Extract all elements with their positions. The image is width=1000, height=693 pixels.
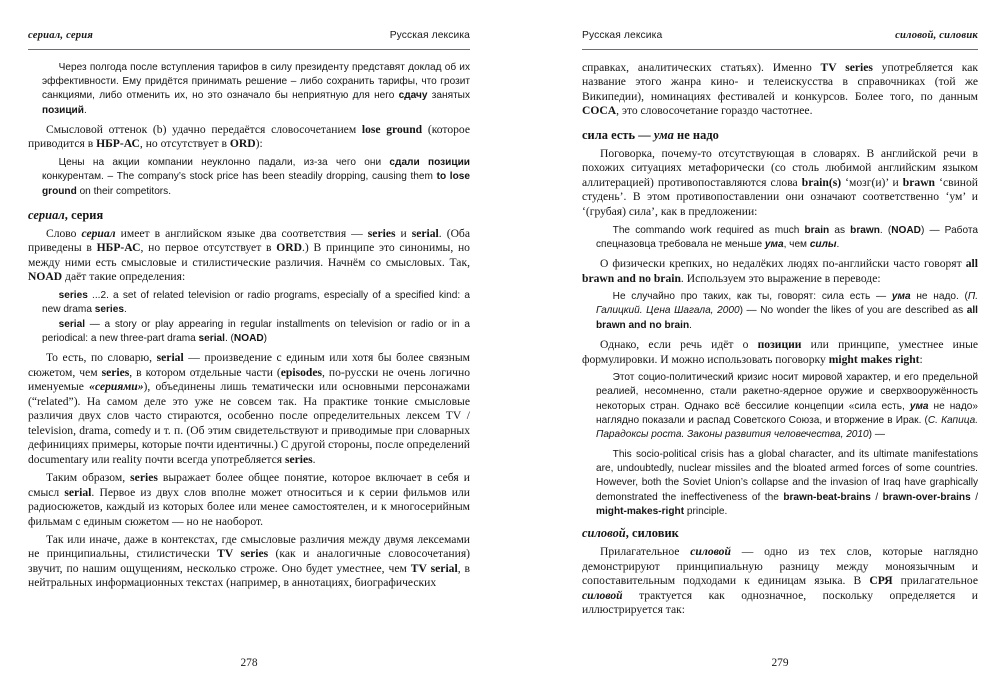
example-block xyxy=(582,290,978,333)
paragraph-text: Так или иначе, даже в контекстах, где смысловые различия между двумя лексемами не принципиальны, стилистически TV series (как и аналогичные словосочетания) звучит, по нашим ощущениям, несколько строже. Оно будет уместнее, чем TV serial, в нейтральных информационных текстах (например, в аннотациях, биографических xyxy=(28,532,471,590)
example-text: The commando work required as much brain as brawn. (NOAD) — Работа спецназовца требовала не меньше ума, чем силы. xyxy=(596,224,978,250)
body-paragraph xyxy=(28,227,470,285)
body-paragraph xyxy=(582,147,978,220)
paragraph-text: справках, аналитических статьях). Именно TV series употребляется как название этого жанра кино- и телеискусства в справочниках (той же Википедии), номинациях фестивалей и конкурсов. Более того, по данным COCA, это словосочетание гораздо частотнее. xyxy=(582,60,979,118)
page-right xyxy=(500,0,1000,693)
body-paragraph xyxy=(28,533,470,591)
body-paragraph xyxy=(28,351,470,467)
dictionary-entry xyxy=(28,289,470,318)
paragraph-text: Поговорка, почему-то отсутствующая в словарях. В английской речи в похожих ситуациях метафорически (со столь любимой английским языком аллитерацией) противопоставляются слова brain(s) ‘мозг(и)’ и brawn ‘свиной студень’. В этом противопоставлении они означают соответственно ‘ум’ и ‘(грубая) сила’, как в предложении: xyxy=(582,146,978,218)
running-head-left xyxy=(28,30,470,49)
example-block xyxy=(28,61,470,118)
paragraph-text: Прилагательное силовой — одно из тех слов, которые наглядно демонстрируют принципиальную разницу между моноязычным и сопоставительным подходами к единицам языка. В СРЯ прилагательное силовой трактуется как однозначное, поскольку определяется и иллюстрируется так: xyxy=(582,545,978,617)
running-head-section: Русская лексика xyxy=(582,30,663,41)
paragraph-text: Смысловой оттенок (b) удачно передаётся словосочетанием lose ground (которое приводится в НБР-АС, но отсутствует в ORD): xyxy=(28,122,470,151)
paragraph-text: Таким образом, series выражает более общее понятие, которое включает в себя и смысл serial. Первое из двух слов вполне может относиться и к серии фильмов или радиосюжетов, каждый из которых более или менее самостоятелен, и к многосерийным фильмам с единым сюжетом — но не наоборот. xyxy=(28,471,471,528)
header-divider xyxy=(582,49,978,50)
dictionary-entry xyxy=(28,318,470,347)
running-head-right xyxy=(582,30,978,49)
example-block xyxy=(582,224,978,253)
header-divider xyxy=(28,49,470,50)
running-head-subject: силовой, силовик xyxy=(895,30,978,41)
example-text: Цены на акции компании неуклонно падали, из-за чего они сдали позиции конкурентам. – The company’s stock price has been steadily dropping, causing them to lose ground on their competitors. xyxy=(42,156,470,197)
section-heading-text: сила есть — ума не надо xyxy=(582,127,719,142)
paragraph-text: То есть, по словарю, serial — произведение с единым или хотя бы более связным сюжетом, чем series, в котором отдельные части (episodes, по-русски не очень логично именуемые «сериями»), объединены лишь тематически или основными персонажами (“related”). На самом деле это уже не совсем так. На практике тонкие смысловые различия двух слов часто стираются, особенно после определительных лексем TV / television, drama, comedy и т. п. (Об этим свидетельствуют и приводимые при словарных дефинициях примеры, которые почти идентичны.) С другой стороны, после определений documentary или reality почти всегда употребляется series. xyxy=(28,351,471,466)
section-heading xyxy=(582,526,978,541)
section-heading xyxy=(582,128,978,143)
example-block xyxy=(582,371,978,442)
paragraph-text: Слово сериал имеет в английском языке два соответствия — series и serial. (Оба приведены в НБР-АС, но первое отсутствует в ORD.) В принципе это синонимы, но между ними есть смысловые и стилистические различия. Начнём со смысловых. Так, NOAD даёт такие определения: xyxy=(28,226,470,284)
section-heading xyxy=(28,208,470,223)
example-text: This socio-political crisis has a global character, and its ultimate manifestations are, undoubtedly, nuclear missiles and the bloated armed forces of some countries. However, both the Soviet Union’s collapse and the invasion of Iraq have graphically demonstrated the ineffectiveness of the brawn-beat-brains / brawn-over-brains / might-makes-right principle. xyxy=(596,448,978,517)
example-text: Этот социо-политический кризис носит мировой характер, и его предельной реалией, несомненно, стали ракетно-ядерное оружие и сверхвооружённость некоторых стран. Однако всё бессилие концепции «сила есть, ума не надо» наглядно показали и распад Советского Союза, и вторжение в Ирак. (С. Капица. Парадоксы роста. Законы развития человечества, 2010) — xyxy=(596,372,978,441)
example-text: Через полгода после вступления тарифов в силу президенту представят доклад об их эффективности. Ему придётся принимать решение – либо сохранить тарифы, что грозит санкциями, либо отменить их, но это означало бы неприятную для него сдачу занятых позиций. xyxy=(42,61,470,116)
running-head-section: Русская лексика xyxy=(389,30,470,41)
body-paragraph xyxy=(582,257,978,286)
section-heading-text: силовой, силовик xyxy=(582,526,679,541)
dictionary-entry-text: serial — a story or play appearing in regular installments on television or radio or in a periodical: a new three-part drama serial. (NOAD) xyxy=(42,318,470,344)
paragraph-text: О физически крепких, но недалёких людях по-английски часто говорят all brawn and no brain. Используем это выражение в переводе: xyxy=(582,257,978,285)
body-paragraph xyxy=(582,338,978,367)
example-text: Не случайно про таких, как ты, говорят: сила есть — ума не надо. (П. Галицкий. Цена Шагала, 2000) — No wonder the likes of you are described as all brawn and no brain. xyxy=(596,291,978,331)
page-number: 279 xyxy=(771,657,789,669)
paragraph-text: Однако, если речь идёт о позиции или принципе, уместнее иные формулировки. И можно использовать поговорку might makes right: xyxy=(582,338,979,366)
section-heading-text: сериал, серия xyxy=(28,207,104,222)
page-number: 278 xyxy=(240,657,258,669)
dictionary-entry-text: series ...2. a set of related television or radio programs, especially of a specified kind: a new drama series. xyxy=(42,289,470,316)
example-block xyxy=(28,156,470,199)
body-paragraph xyxy=(28,471,470,529)
body-paragraph xyxy=(582,61,978,119)
body-paragraph xyxy=(28,123,470,152)
example-block-translation xyxy=(582,448,978,519)
running-head-subject: сериал, серия xyxy=(28,30,93,41)
body-paragraph xyxy=(582,545,978,618)
